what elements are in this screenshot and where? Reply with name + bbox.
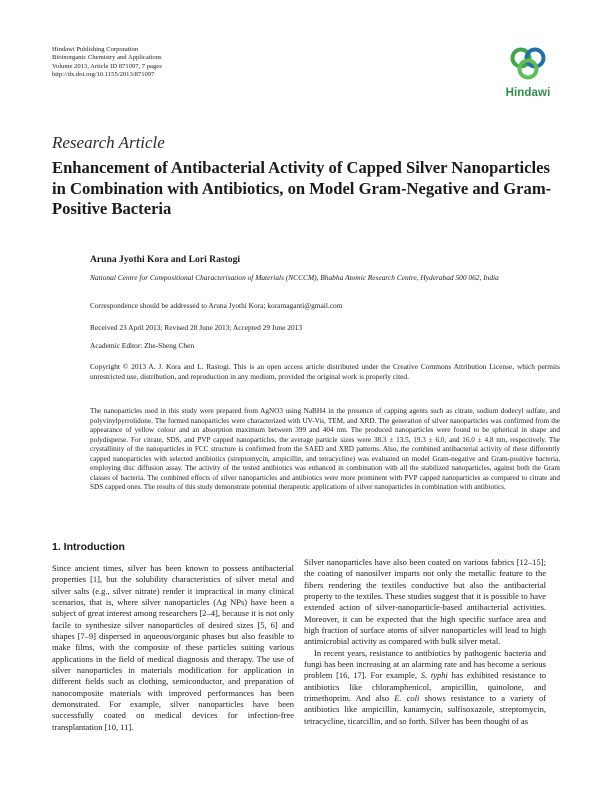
right-paragraph-2 <box>304 648 546 727</box>
volume-info: Volume 2013, Article ID 871097, 7 pages <box>52 62 162 70</box>
article-type: Research Article <box>52 133 165 152</box>
species-s-typhi: S. typhi <box>420 670 448 681</box>
doi-link[interactable]: http://dx.doi.org/10.1155/2013/871097 <box>52 71 155 79</box>
para2-part-c: has exhibited resistance to antibiotics like chloramphenicol, ampicillin, quinolone, and trimethoprim. And also <box>304 670 547 704</box>
journal-name: Bioinorganic Chemistry and Applications <box>52 54 162 62</box>
logo-wordmark: Hindawi <box>505 87 551 99</box>
para2-part-a: In recent years, resistance to antibiotics by pathogenic bacteria and fungi has been increasing at an alarming rate and has become a serious problem [16, 17]. For example, <box>304 647 546 681</box>
publisher-name: Hindawi Publishing Corporation <box>52 46 139 53</box>
abstract: The nanoparticles used in this study were prepared from AgNO3 using NaBH4 in the presence of capping agents such as citrate, sodium dodecyl sulfate, and polyvinylpyrrolidone. The formed nanoparticles were characterized with UV-Vis, TEM, and XRD. The generation of silver nanoparticles was confirmed from the appearance of yellow colour and an absorption maximum between 399 and 404 nm. The produced nanoparticles were found to be spherical in shape and polydisperse. For citrate, SDS, and PVP capped nanoparticles, the average particle sizes were 38.3 ± 13.5, 19.3 ± 6.0, and 16.0 ± 4.8 nm, respectively. The crystallinity of the nanoparticles in FCC structure is confirmed from the SAED and XRD patterns. Also, the combined antibacterial activity of these differently capped nanoparticles with selected antibiotics (streptomycin, ampicillin, and tetracycline) was evaluated on model Gram-negative and Gram-positive bacteria, employing disc diffusion assay. The activity of the tested antibiotics was enhanced in combination with all the stabilized nanoparticles, against both the Gram classes of bacteria. The combined effects of silver nanoparticles and antibiotics were more prominent with PVP capped nanoparticles as compared to citrate and SDS capped ones. The results of this study demonstrate potential therapeutic applications of silver nanoparticles in combination with antibiotics. <box>90 407 560 492</box>
hindawi-logo <box>496 46 560 104</box>
authors: Aruna Jyothi Kora and Lori Rastogi <box>90 254 241 265</box>
affiliation: National Centre for Compositional Characterisation of Materials (NCCCM), Bhabha Atomic Research Centre, Hyderabad 500 062, India <box>90 273 499 282</box>
article-title: Enhancement of Antibacterial Activity of Capped Silver Nanoparticles in Combination with Antibiotics, on Model Gram-Negative and Gram-Positive Bacteria <box>52 158 552 218</box>
right-paragraph-1: Silver nanoparticles have also been coated on various fabrics [12–15]; the coating of nanosilver imparts not only the metallic feature to the fibers rendering the textiles conductive but also the antibacterial property to the textiles. These studies suggest that it is possible to have extended action of silver-nanoparticle-based antibacterial activities. Moreover, it can be expected that the high specific surface area and high fraction of surface atoms of silver nanoparticles will lead to high antimicrobial activity as compared with bulk silver metal. <box>304 557 546 647</box>
copyright-notice: Copyright © 2013 A. J. Kora and L. Rastogi. This is an open access article distributed under the Creative Commons Attribution License, which permits unrestricted use, distribution, and reproduction in any medium, provided the original work is properly cited. <box>90 362 560 381</box>
hindawi-rings-icon <box>507 46 549 80</box>
academic-editor: Academic Editor: Zhe-Sheng Chen <box>90 341 195 350</box>
left-column-text: Since ancient times, silver has been known to possess antibacterial properties [1], but the solubility characteristics of silver metal and silver salts (e.g., silver nitrate) render it impractical in many clinical scenarios, that is, where silver nanoparticles (Ag NPs) have been a subject of great interest among researchers [2–4], because it is not only facile to synthesize silver nanoparticles of desired sizes [5, 6] and shapes [7–9] dispersed in aqueous/organic phases but also feasible to make films, with the composite of these particles suiting various applications in the field of medical diagnosis and therapy. The use of silver nanoparticles in materials modification for application in different fields such as clothing, semiconductor, and preparation of nanocomposite materials with improved performances has been demonstrated. For example, silver nanoparticles have been successfully coated on medical devices for infection-free transplantation [10, 11]. <box>52 563 294 732</box>
correspondence: Correspondence should be addressed to Aruna Jyothi Kora; koramaganti@gmail.com <box>90 301 343 310</box>
para2-part-e: shows resistance to a variety of antibiotics like ampicillin, kanamycin, sulfisoxazole, streptomycin, tetracycline, ticarcillin, and so forth. Silver has been thought of as <box>304 693 546 726</box>
journal-header <box>52 46 162 80</box>
right-column <box>304 557 546 727</box>
history-dates: Received 23 April 2013; Revised 28 June 2013; Accepted 29 June 2013 <box>90 323 303 332</box>
section-heading: 1. Introduction <box>52 541 125 553</box>
species-e-coli: E. coli <box>394 693 420 704</box>
